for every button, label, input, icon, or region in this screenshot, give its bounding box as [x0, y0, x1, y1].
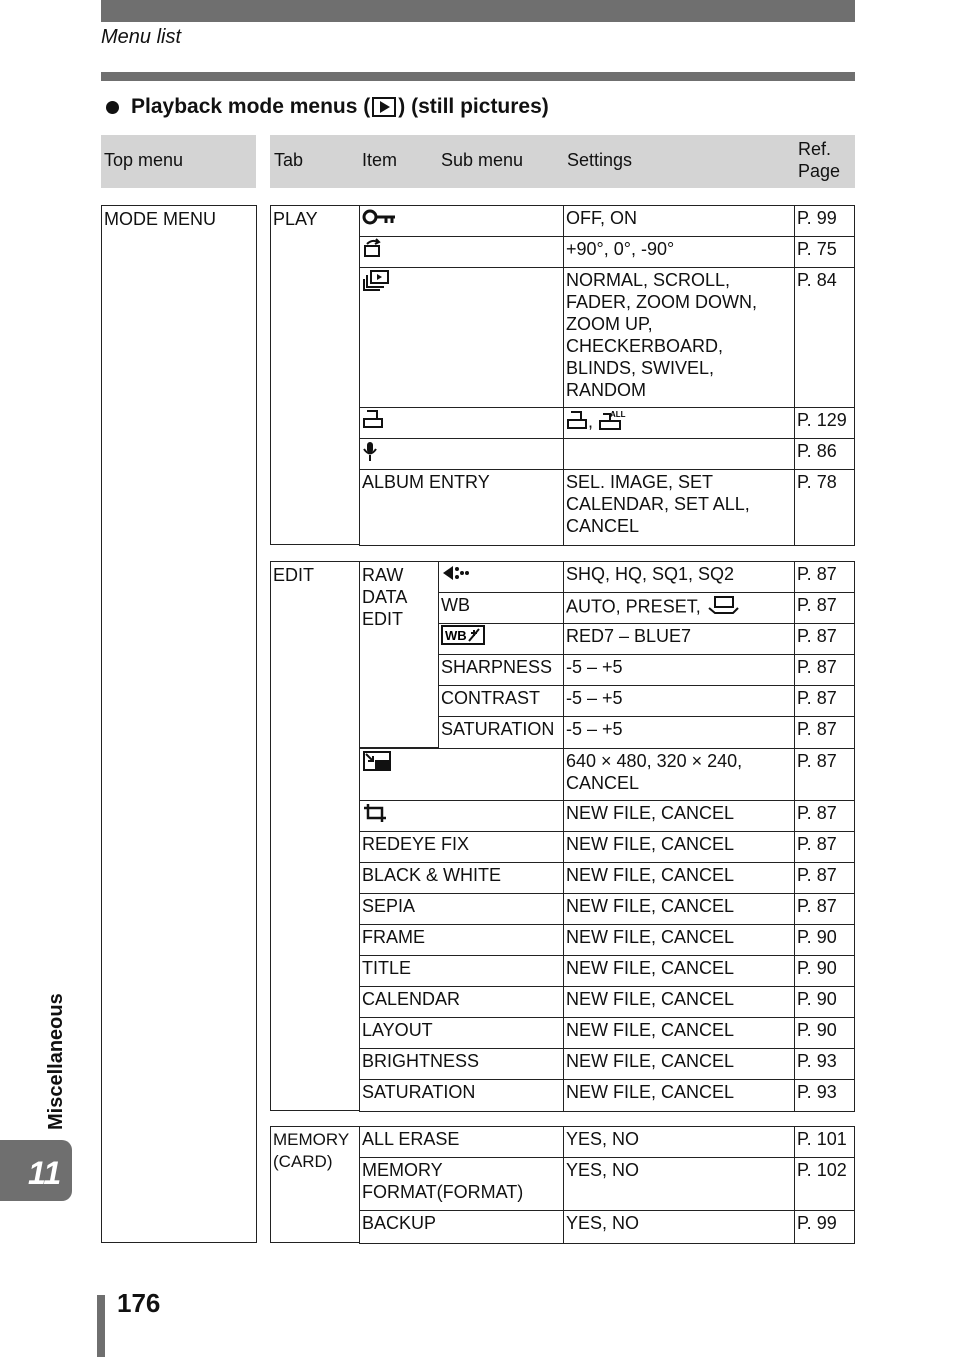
- edit-item: [359, 1048, 564, 1080]
- ref-page: P. 101: [797, 1129, 847, 1149]
- raw-settings: [563, 561, 795, 593]
- heading-prefix: Playback mode menus (: [131, 95, 371, 118]
- item-label: CALENDAR: [362, 989, 461, 1009]
- header-item: Item: [362, 150, 398, 170]
- play-settings: [563, 407, 795, 439]
- top-rule: [101, 72, 855, 81]
- page-number: 176: [117, 1288, 161, 1318]
- item-label: BLACK & WHITE: [362, 865, 502, 885]
- rotate-icon: [362, 238, 384, 263]
- play-settings: [563, 267, 795, 408]
- header-top-menu: [101, 135, 256, 188]
- wb-compensation-icon: [441, 625, 485, 650]
- edit-ref: [794, 924, 855, 956]
- edit-ref: [794, 831, 855, 863]
- item-label: TITLE: [362, 958, 412, 978]
- memory-item: [359, 1126, 564, 1158]
- play-ref: [794, 469, 855, 546]
- raw-settings: [563, 592, 795, 624]
- edit-settings: [563, 1017, 795, 1049]
- section-title: Menu list: [101, 26, 182, 48]
- slideshow-icon: [362, 269, 390, 296]
- memory-item: [359, 1157, 564, 1211]
- ref-page: P. 87: [797, 564, 837, 584]
- edit-settings: [563, 986, 795, 1018]
- ref-page: P. 86: [797, 441, 837, 461]
- ref-page: P. 87: [797, 865, 837, 885]
- raw-settings: [563, 716, 795, 749]
- memory-ref: [794, 1210, 855, 1244]
- top-menu-label: MODE MENU: [104, 209, 216, 229]
- settings-value: NEW FILE, CANCEL: [566, 896, 735, 916]
- raw-sub-menu: [438, 685, 564, 717]
- edit-settings: [563, 1079, 795, 1112]
- play-ref: [794, 407, 855, 439]
- edit-item: [359, 1017, 564, 1049]
- header-ref-page: Ref. Page: [798, 139, 841, 181]
- page-bar: [97, 1295, 105, 1357]
- quality-icon: [441, 563, 471, 588]
- settings-value: NORMAL, SCROLL, FADER, ZOOM DOWN, ZOOM UP, CHECKERBOARD, BLINDS, SWIVEL, RANDOM: [566, 270, 757, 400]
- tab-play: [270, 205, 360, 545]
- ref-page: P. 90: [797, 927, 837, 947]
- settings-value: YES, NO: [566, 1213, 640, 1233]
- edit-ref: [794, 862, 855, 894]
- tab-memory: [270, 1126, 360, 1243]
- ref-page: P. 90: [797, 989, 837, 1009]
- ref-page: P. 90: [797, 958, 837, 978]
- ref-page: P. 87: [797, 688, 837, 708]
- settings-value: +90°, 0°, -90°: [566, 239, 675, 259]
- header-settings: Settings: [567, 150, 633, 170]
- settings-value: -5 – +5: [566, 657, 623, 677]
- ref-page: P. 75: [797, 239, 837, 259]
- ref-page: P. 102: [797, 1160, 847, 1180]
- edit-settings: [563, 800, 795, 832]
- header-top-menu-label: Top menu: [104, 150, 184, 170]
- ref-page: P. 78: [797, 472, 837, 492]
- settings-value: NEW FILE, CANCEL: [566, 803, 735, 823]
- ref-page: P. 99: [797, 208, 837, 228]
- settings-value: SHQ, HQ, SQ1, SQ2: [566, 564, 735, 584]
- play-settings: [563, 205, 795, 237]
- settings-value: 640 × 480, 320 × 240, CANCEL: [566, 751, 743, 793]
- edit-ref: [794, 955, 855, 987]
- sub-menu-label: WB: [441, 595, 470, 615]
- edit-item: [359, 955, 564, 987]
- raw-data-edit-label: RAW DATA EDIT: [362, 565, 408, 629]
- play-item: [359, 469, 564, 546]
- edit-ref: [794, 1079, 855, 1112]
- memory-ref: [794, 1126, 855, 1158]
- ref-page: P. 87: [797, 803, 837, 823]
- item-label: FRAME: [362, 927, 425, 947]
- edit-ref: [794, 986, 855, 1018]
- tab-edit-label: EDIT: [273, 565, 315, 585]
- raw-data-edit-cell: [359, 561, 439, 748]
- raw-settings: [563, 654, 795, 686]
- edit-item: [359, 800, 564, 832]
- item-label: MEMORY FORMAT(FORMAT): [362, 1160, 524, 1202]
- tab-play-label: PLAY: [273, 209, 318, 229]
- sub-menu-label: CONTRAST: [441, 688, 540, 708]
- play-ref: [794, 267, 855, 408]
- play-item: [359, 205, 564, 237]
- settings-value: NEW FILE, CANCEL: [566, 1082, 735, 1102]
- print-reserve-icon: [566, 410, 588, 435]
- svg-text:WB: WB: [445, 628, 467, 643]
- settings-value: NEW FILE, CANCEL: [566, 1051, 735, 1071]
- play-settings: [563, 469, 795, 546]
- playback-icon: [372, 97, 396, 117]
- item-label: ALBUM ENTRY: [362, 472, 490, 492]
- settings-value: YES, NO: [566, 1160, 640, 1180]
- play-item: [359, 407, 564, 439]
- raw-ref: [794, 716, 855, 749]
- memory-item: [359, 1210, 564, 1244]
- ref-page: P. 87: [797, 751, 837, 771]
- play-ref: [794, 205, 855, 237]
- top-menu-cell: [101, 205, 257, 1243]
- settings-value: NEW FILE, CANCEL: [566, 865, 735, 885]
- edit-item: [359, 924, 564, 956]
- raw-ref: [794, 654, 855, 686]
- edit-item: [359, 748, 564, 801]
- memory-settings: [563, 1210, 795, 1244]
- edit-item: [359, 862, 564, 894]
- play-item: [359, 267, 564, 408]
- raw-ref: [794, 623, 855, 655]
- raw-ref: [794, 561, 855, 593]
- item-label: BRIGHTNESS: [362, 1051, 480, 1071]
- page-heading: [106, 95, 549, 119]
- edit-ref: [794, 748, 855, 801]
- raw-sub-menu: [438, 592, 564, 624]
- ref-page: P. 90: [797, 1020, 837, 1040]
- item-label: LAYOUT: [362, 1020, 433, 1040]
- ref-page: P. 93: [797, 1051, 837, 1071]
- header-columns: [270, 135, 855, 188]
- item-label: REDEYE FIX: [362, 834, 470, 854]
- play-item: [359, 236, 564, 268]
- raw-settings: [563, 685, 795, 717]
- edit-settings: [563, 1048, 795, 1080]
- raw-ref: [794, 592, 855, 624]
- memory-settings: [563, 1157, 795, 1211]
- all-print-icon: [598, 409, 624, 436]
- edit-ref: [794, 1017, 855, 1049]
- edit-ref: [794, 1048, 855, 1080]
- ref-page: P. 87: [797, 896, 837, 916]
- item-label: SEPIA: [362, 896, 416, 916]
- edit-item: [359, 1079, 564, 1112]
- trimming-icon: [362, 802, 388, 829]
- bullet-icon: [106, 101, 119, 114]
- ref-page: P. 87: [797, 657, 837, 677]
- edit-ref: [794, 893, 855, 925]
- chapter-number: 11: [28, 1155, 62, 1191]
- settings-value: NEW FILE, CANCEL: [566, 958, 735, 978]
- tab-memory-label: MEMORY (CARD): [273, 1130, 350, 1171]
- edit-settings: [563, 862, 795, 894]
- ref-page: P. 87: [797, 595, 837, 615]
- item-label: ALL ERASE: [362, 1129, 460, 1149]
- sub-menu-label: SATURATION: [441, 719, 555, 739]
- ref-page: P. 93: [797, 1082, 837, 1102]
- ref-page: P. 87: [797, 626, 837, 646]
- heading-suffix: ) (still pictures): [398, 95, 549, 118]
- item-label: BACKUP: [362, 1213, 437, 1233]
- settings-value: NEW FILE, CANCEL: [566, 989, 735, 1009]
- raw-settings: [563, 623, 795, 655]
- header-tab: Tab: [274, 150, 304, 170]
- edit-settings: [563, 924, 795, 956]
- settings-value: OFF, ON: [566, 208, 637, 228]
- play-item: [359, 438, 564, 470]
- settings-value: NEW FILE, CANCEL: [566, 834, 735, 854]
- edit-item: [359, 831, 564, 863]
- ref-page: P. 99: [797, 1213, 837, 1233]
- play-ref: [794, 236, 855, 268]
- memory-ref: [794, 1157, 855, 1211]
- tab-edit: [270, 561, 360, 1111]
- settings-value: NEW FILE, CANCEL: [566, 1020, 735, 1040]
- edit-item: [359, 986, 564, 1018]
- edit-settings: [563, 831, 795, 863]
- microphone-icon: [362, 440, 378, 467]
- print-reserve-icon: [362, 409, 384, 434]
- ref-page: P. 129: [797, 410, 847, 430]
- edit-settings: [563, 748, 795, 801]
- sub-menu-label: SHARPNESS: [441, 657, 553, 677]
- raw-sub-menu: [438, 561, 564, 593]
- settings-value: -5 – +5: [566, 688, 623, 708]
- settings-value: YES, NO: [566, 1129, 640, 1149]
- svg-text:ALL: ALL: [610, 410, 626, 419]
- settings-separator: ,: [588, 411, 599, 432]
- settings-value: RED7 – BLUE7: [566, 626, 692, 646]
- protect-icon: [362, 208, 396, 231]
- play-settings: [563, 236, 795, 268]
- edit-settings: [563, 893, 795, 925]
- memory-settings: [563, 1126, 795, 1158]
- item-label: SATURATION: [362, 1082, 476, 1102]
- play-ref: [794, 438, 855, 470]
- play-settings: [563, 438, 795, 470]
- raw-ref: [794, 685, 855, 717]
- ref-page: P. 87: [797, 719, 837, 739]
- settings-value: AUTO, PRESET,: [566, 596, 706, 617]
- settings-value: NEW FILE, CANCEL: [566, 927, 735, 947]
- edit-item: [359, 893, 564, 925]
- top-bar: [101, 0, 855, 22]
- header-sub-menu: Sub menu: [441, 150, 524, 170]
- settings-value: SEL. IMAGE, SET CALENDAR, SET ALL, CANCEL: [566, 472, 750, 536]
- raw-sub-menu: [438, 623, 564, 655]
- ref-page: P. 87: [797, 834, 837, 854]
- ref-page: P. 84: [797, 270, 837, 290]
- chapter-label: Miscellaneous: [45, 993, 67, 1130]
- raw-sub-menu: [438, 716, 564, 749]
- one-touch-wb-icon: [706, 594, 740, 621]
- edit-ref: [794, 800, 855, 832]
- edit-settings: [563, 955, 795, 987]
- settings-value: -5 – +5: [566, 719, 623, 739]
- resize-icon: [362, 750, 392, 777]
- raw-sub-menu: [438, 654, 564, 686]
